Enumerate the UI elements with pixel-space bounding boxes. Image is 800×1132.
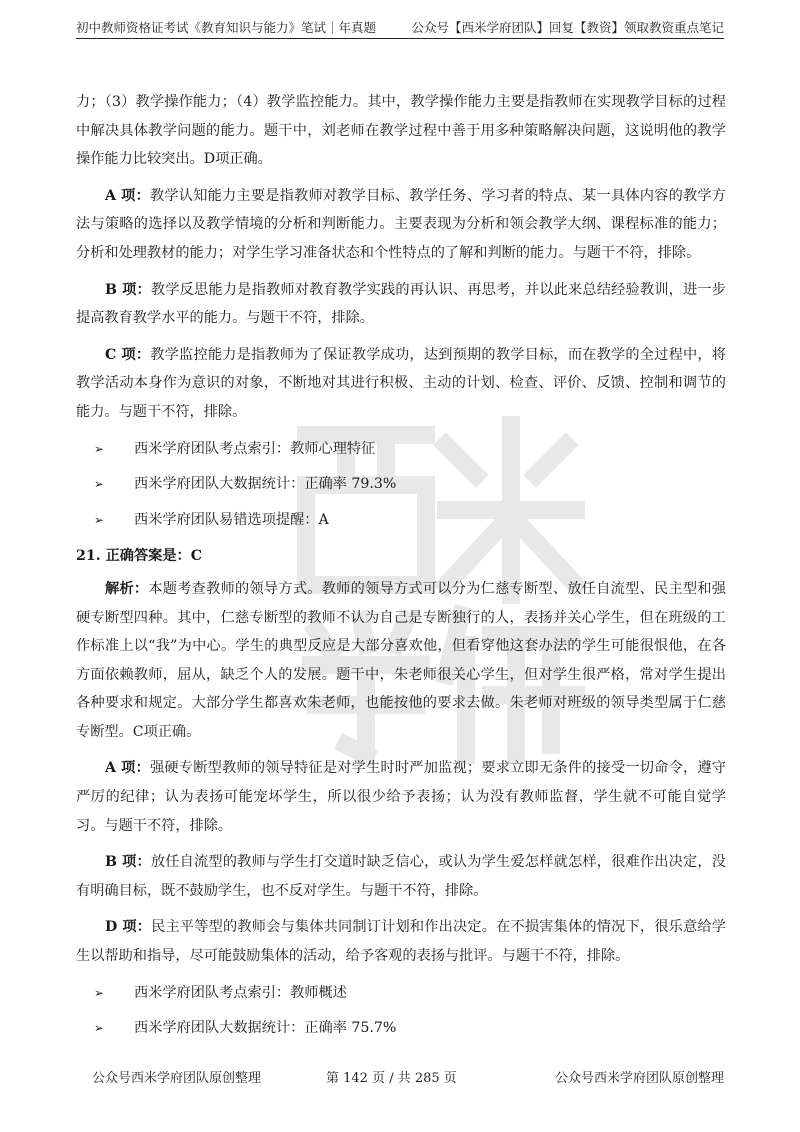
option-c-text: 教学监控能力是指教师为了保证教学成功，达到预期的教学目标，而在教学的全过程中，将教学活动本身作为意识的对象，不断地对其进行积极、主动的计划、检查、评价、反馈、控制和调节的能力。与题干不符，排除。 [76,346,726,420]
option-d-label: D 项： [105,919,152,936]
option-b-label: B 项： [105,854,151,871]
option-b-label: B 项： [105,281,151,298]
footer-right-credit: 公众号西米学府团队原创整理 [554,1071,724,1086]
arrow-bullet-icon: ➢ [94,477,105,492]
option-b-explanation [76,276,726,333]
page-footer [92,1067,724,1087]
option-a-text: 强硬专断型教师的领导特征是对学生时时严加监视；要求立即无条件的接受一切命令，遵守严厉的纪律；认为表扬可能宠坏学生，所以很少给予表扬；认为没有教师监督，学生就不可能自觉学习。与题干不符，排除。 [76,760,726,834]
option-a-label: A 项： [105,187,150,204]
bullet-text: 西米学府团队考点索引：教师概述 [134,984,347,1001]
arrow-bullet-icon: ➢ [94,985,105,1000]
option-c-label: C 项： [105,346,151,363]
option-b-explanation [76,848,726,905]
page-header [76,16,724,39]
option-c-explanation [76,341,726,427]
bullet-text: 西米学府团队考点索引：教师心理特征 [134,440,376,457]
header-right-notice: 公众号【西米学府团队】回复【教资】领取教资重点笔记 [411,20,724,35]
arrow-bullet-icon: ➢ [94,1021,105,1036]
arrow-bullet-icon: ➢ [94,512,105,527]
arrow-bullet-icon: ➢ [94,441,105,456]
option-d-explanation [76,913,726,970]
question-21-answer: 21. 正确答案是：C [76,548,203,565]
list-item [76,506,726,535]
list-item [76,1014,726,1043]
option-a-explanation [76,182,726,268]
question-21-analysis [76,575,726,747]
paragraph-continuation: 力；（3）教学操作能力；（4）教学监控能力。其中，教学操作能力主要是指教师在实现教学目标的过程中解决具体教学问题的能力。题干中，刘老师在教学过程中善于用多种策略解决问题，这说明他的教学操作能力比较突出。D项正确。 [76,94,726,168]
list-item [76,979,726,1008]
option-a-text: 教学认知能力主要是指教师对教学目标、教学任务、学习者的特点、某一具体内容的教学方法与策略的选择以及教学情境的分析和判断能力。主要表现为分析和领会教学大纲、课程标准的能力；分析和处理教材的能力；对学生学习准备状态和个性特点的了解和判断的能力。与题干不符，排除。 [76,187,726,261]
option-b-text: 放任自流型的教师与学生打交道时缺乏信心，或认为学生爱怎样就怎样，很难作出决定，没有明确目标，既不鼓励学生，也不反对学生。与题干不符，排除。 [76,854,726,899]
header-left-title: 初中教师资格证考试《教育知识与能力》笔试｜年真题 [76,20,377,35]
option-a-explanation [76,754,726,840]
page-number: 第 142 页 / 共 285 页 [326,1071,457,1086]
footer-left-credit: 公众号西米学府团队原创整理 [92,1071,262,1086]
analysis-label: 解析： [105,580,149,597]
bullet-text: 西米学府团队大数据统计：正确率 79.3% [134,476,397,493]
option-a-label: A 项： [105,760,150,777]
list-item [76,435,726,464]
list-item [76,470,726,499]
analysis-text: 本题考查教师的领导方式。教师的领导方式可以分为仁慈专断型、放任自流型、民主型和强硬专断型四种。其中，仁慈专断型的教师不认为自己是专断独行的人，表扬并关心学生，但在班级的工作标准上以“我”为中心。学生的典型反应是大部分喜欢他，但看穿他这套办法的学生可能很恨他，在各方面依赖教师，屈从，缺乏个人的发展。题干中，朱老师很关心学生，但对学生很严格，常对学生提出各种要求和规定。大部分学生都喜欢朱老师，也能按他的要求去做。朱老师对班级的领导类型属于仁慈专断型。C项正确。 [76,580,726,740]
option-b-text: 教学反思能力是指教师对教育教学实践的再认识、再思考，并以此来总结经验教训，进一步提高教育教学水平的能力。与题干不符，排除。 [76,281,726,327]
bullet-text: 西米学府团队大数据统计：正确率 75.7% [134,1020,397,1037]
page-content [76,88,726,1050]
bullet-text: 西米学府团队易错选项提醒：A [134,511,329,528]
option-d-text: 民主平等型的教师会与集体共同制订计划和作出决定。在不损害集体的情况下，很乐意给学生以帮助和指导，尽可能鼓励集体的活动，给予客观的表扬与批评。与题干不符，排除。 [76,919,726,965]
